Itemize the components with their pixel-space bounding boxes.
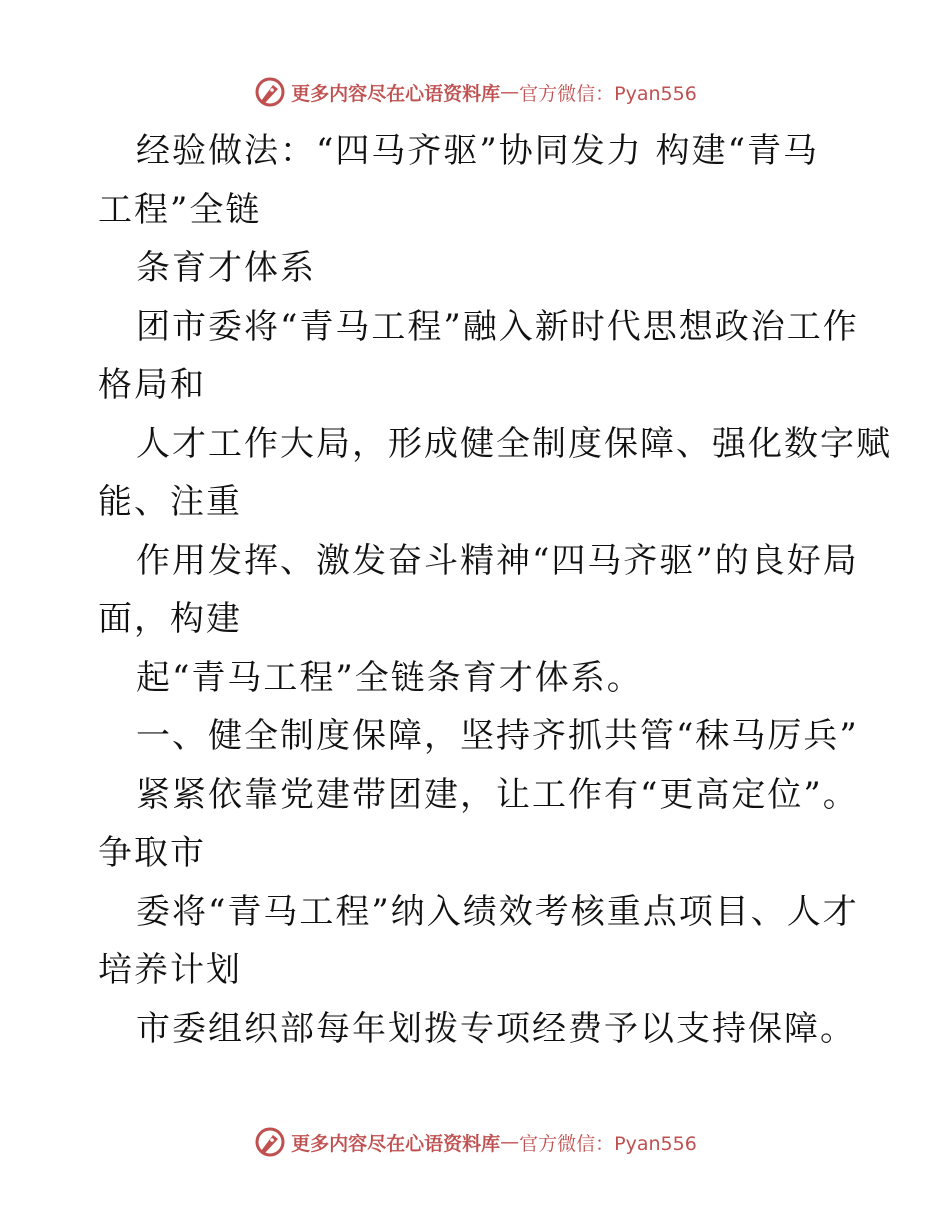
watermark-brand: 更多内容尽在心语资料库 <box>291 82 501 105</box>
document-body <box>98 122 892 1058</box>
text-line: 委将“青马工程”纳入绩效考核重点项目、人才 <box>136 891 859 932</box>
text-line: 经验做法：“四马齐驱”协同发力 构建“青马 <box>136 131 819 171</box>
text-line: 能、注重 <box>98 482 242 522</box>
pen-nib-circle-icon <box>253 1125 287 1159</box>
text-line: 工程”全链 <box>98 189 262 230</box>
text-line: 团市委将“青马工程”融入新时代思想政治工作 <box>136 306 859 347</box>
text-line: 争取市 <box>98 833 206 873</box>
watermark-separator: — <box>500 81 520 103</box>
footer-watermark <box>0 1122 950 1162</box>
text-line: 培养计划 <box>98 950 242 990</box>
watermark-contact: 官方微信：Pyan556 <box>519 1132 697 1155</box>
text-line: 面，构建 <box>98 599 242 639</box>
text-line: 作用发挥、激发奋斗精神“四马齐驱”的良好局 <box>136 540 859 581</box>
text-line: 紧紧依靠党建带团建，让工作有“更高定位”。 <box>136 774 859 815</box>
watermark-separator: — <box>500 1131 520 1153</box>
text-line: 一、健全制度保障，坚持齐抓共管“秣马厉兵” <box>136 716 859 756</box>
text-line: 起“青马工程”全链条育才体系。 <box>136 657 643 698</box>
header-watermark <box>0 72 950 112</box>
text-line: 条育才体系 <box>136 248 316 288</box>
pen-nib-circle-icon <box>253 75 287 109</box>
text-line: 人才工作大局，形成健全制度保障、强化数字赋 <box>136 423 892 464</box>
watermark-contact: 官方微信：Pyan556 <box>519 82 697 105</box>
watermark-brand: 更多内容尽在心语资料库 <box>291 1132 501 1155</box>
text-line: 市委组织部每年划拨专项经费予以支持保障。 <box>136 1008 856 1049</box>
text-line: 格局和 <box>98 365 206 405</box>
